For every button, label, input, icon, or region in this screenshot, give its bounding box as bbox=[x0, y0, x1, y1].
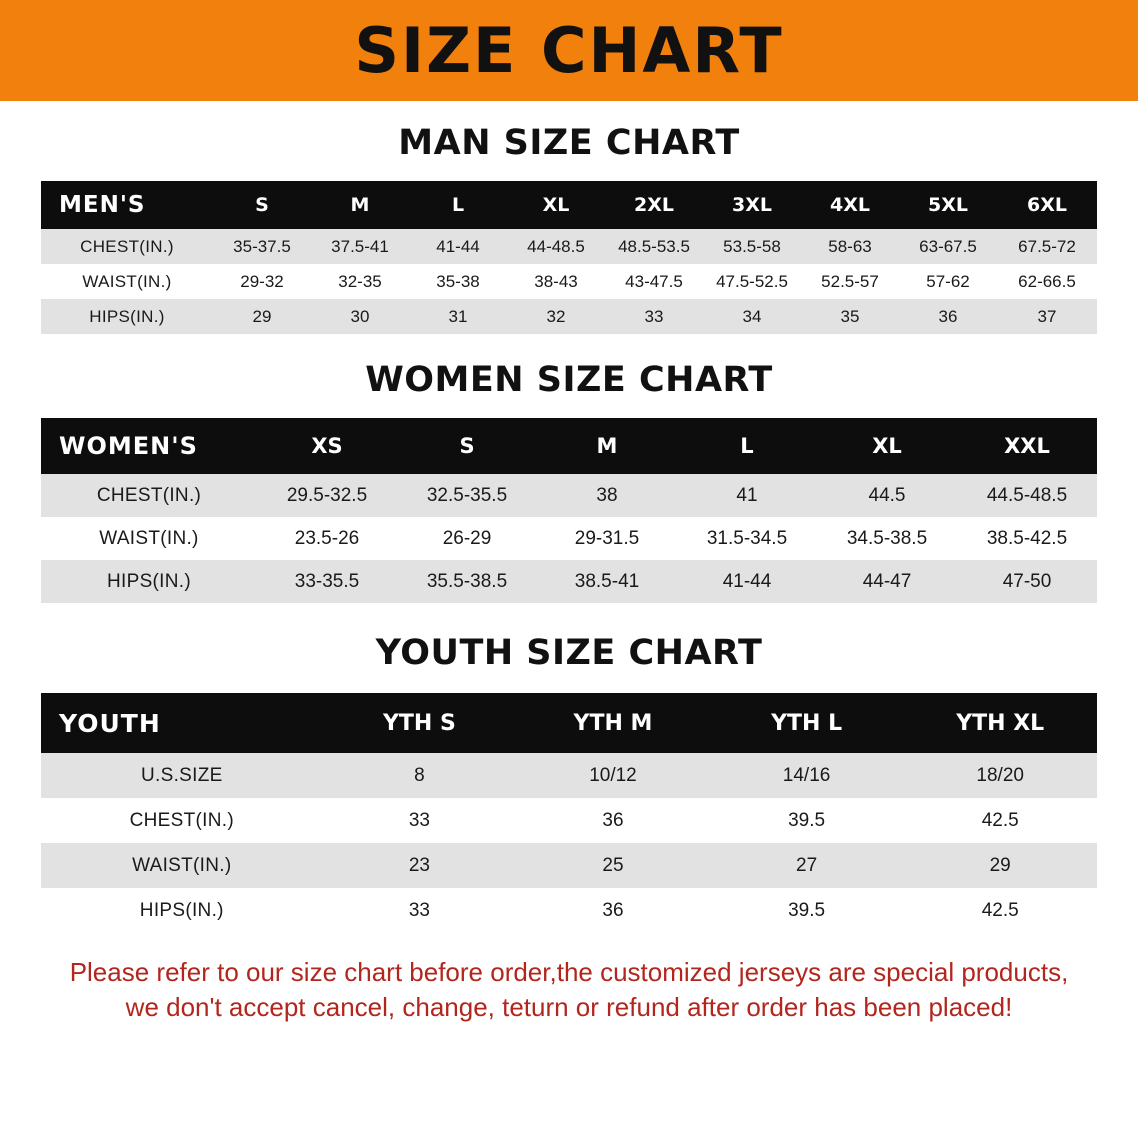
row-label: CHEST(IN.) bbox=[41, 474, 257, 517]
cell: 47-50 bbox=[957, 560, 1097, 603]
cell: 41-44 bbox=[677, 560, 817, 603]
row-label: WAIST(IN.) bbox=[41, 843, 323, 888]
table-row bbox=[41, 517, 1097, 560]
youth-header-label: YOUTH bbox=[41, 693, 323, 753]
men-size-table bbox=[41, 181, 1097, 334]
cell: 41-44 bbox=[409, 229, 507, 264]
row-label: HIPS(IN.) bbox=[41, 560, 257, 603]
table-row bbox=[41, 474, 1097, 517]
men-size-header: M bbox=[311, 181, 409, 229]
youth-size-header: YTH S bbox=[323, 693, 517, 753]
cell: 29.5-32.5 bbox=[257, 474, 397, 517]
cell: 41 bbox=[677, 474, 817, 517]
men-size-header: L bbox=[409, 181, 507, 229]
table-row bbox=[41, 798, 1097, 843]
men-size-header: 5XL bbox=[899, 181, 997, 229]
cell: 33 bbox=[323, 798, 517, 843]
cell: 29 bbox=[213, 299, 311, 334]
cell: 44-48.5 bbox=[507, 229, 605, 264]
table-row bbox=[41, 299, 1097, 334]
women-size-header: XXL bbox=[957, 418, 1097, 474]
cell: 62-66.5 bbox=[997, 264, 1097, 299]
row-label: U.S.SIZE bbox=[41, 753, 323, 798]
table-row bbox=[41, 229, 1097, 264]
cell: 44.5-48.5 bbox=[957, 474, 1097, 517]
youth-size-header: YTH XL bbox=[903, 693, 1097, 753]
cell: 8 bbox=[323, 753, 517, 798]
men-size-header: 3XL bbox=[703, 181, 801, 229]
men-header-row bbox=[41, 181, 1097, 229]
cell: 30 bbox=[311, 299, 409, 334]
cell: 67.5-72 bbox=[997, 229, 1097, 264]
table-row bbox=[41, 560, 1097, 603]
cell: 35.5-38.5 bbox=[397, 560, 537, 603]
cell: 37.5-41 bbox=[311, 229, 409, 264]
men-header-label: MEN'S bbox=[41, 181, 213, 229]
cell: 38.5-41 bbox=[537, 560, 677, 603]
cell: 42.5 bbox=[903, 798, 1097, 843]
cell: 36 bbox=[516, 888, 710, 933]
cell: 26-29 bbox=[397, 517, 537, 560]
youth-size-table bbox=[41, 693, 1097, 933]
cell: 43-47.5 bbox=[605, 264, 703, 299]
cell: 39.5 bbox=[710, 888, 904, 933]
cell: 32.5-35.5 bbox=[397, 474, 537, 517]
cell: 39.5 bbox=[710, 798, 904, 843]
table-row bbox=[41, 843, 1097, 888]
women-size-header: S bbox=[397, 418, 537, 474]
cell: 25 bbox=[516, 843, 710, 888]
cell: 63-67.5 bbox=[899, 229, 997, 264]
cell: 35-38 bbox=[409, 264, 507, 299]
women-header-label: WOMEN'S bbox=[41, 418, 257, 474]
cell: 44.5 bbox=[817, 474, 957, 517]
cell: 29-31.5 bbox=[537, 517, 677, 560]
men-section-title: MAN SIZE CHART bbox=[398, 123, 740, 163]
cell: 23 bbox=[323, 843, 517, 888]
notice-line-1: Please refer to our size chart before order,the customized jerseys are special products, bbox=[69, 957, 1069, 987]
cell: 52.5-57 bbox=[801, 264, 899, 299]
page-title: SIZE CHART bbox=[354, 13, 784, 87]
cell: 35-37.5 bbox=[213, 229, 311, 264]
youth-size-header: YTH L bbox=[710, 693, 904, 753]
row-label: HIPS(IN.) bbox=[41, 299, 213, 334]
women-size-table bbox=[41, 418, 1097, 603]
row-label: CHEST(IN.) bbox=[41, 798, 323, 843]
notice-line-2: we don't accept cancel, change, teturn or refund after order has been placed! bbox=[125, 992, 1013, 1023]
cell: 57-62 bbox=[899, 264, 997, 299]
cell: 29 bbox=[903, 843, 1097, 888]
cell: 53.5-58 bbox=[703, 229, 801, 264]
table-row bbox=[41, 753, 1097, 798]
cell: 34 bbox=[703, 299, 801, 334]
cell: 23.5-26 bbox=[257, 517, 397, 560]
cell: 31.5-34.5 bbox=[677, 517, 817, 560]
cell: 47.5-52.5 bbox=[703, 264, 801, 299]
youth-size-header: YTH M bbox=[516, 693, 710, 753]
cell: 14/16 bbox=[710, 753, 904, 798]
cell: 31 bbox=[409, 299, 507, 334]
men-size-header: XL bbox=[507, 181, 605, 229]
cell: 18/20 bbox=[903, 753, 1097, 798]
men-size-header: 6XL bbox=[997, 181, 1097, 229]
cell: 10/12 bbox=[516, 753, 710, 798]
cell: 48.5-53.5 bbox=[605, 229, 703, 264]
cell: 38-43 bbox=[507, 264, 605, 299]
table-row bbox=[41, 888, 1097, 933]
cell: 35 bbox=[801, 299, 899, 334]
cell: 42.5 bbox=[903, 888, 1097, 933]
women-size-header: M bbox=[537, 418, 677, 474]
cell: 36 bbox=[899, 299, 997, 334]
cell: 33 bbox=[323, 888, 517, 933]
men-size-header: 2XL bbox=[605, 181, 703, 229]
table-row bbox=[41, 264, 1097, 299]
cell: 32-35 bbox=[311, 264, 409, 299]
women-section-title: WOMEN SIZE CHART bbox=[365, 360, 773, 400]
women-size-header: L bbox=[677, 418, 817, 474]
cell: 33 bbox=[605, 299, 703, 334]
cell: 34.5-38.5 bbox=[817, 517, 957, 560]
youth-section-title: YOUTH SIZE CHART bbox=[375, 633, 763, 673]
order-notice bbox=[34, 955, 1104, 1025]
men-size-header: 4XL bbox=[801, 181, 899, 229]
youth-header-row bbox=[41, 693, 1097, 753]
cell: 58-63 bbox=[801, 229, 899, 264]
women-size-header: XS bbox=[257, 418, 397, 474]
row-label: CHEST(IN.) bbox=[41, 229, 213, 264]
cell: 38 bbox=[537, 474, 677, 517]
row-label: HIPS(IN.) bbox=[41, 888, 323, 933]
cell: 32 bbox=[507, 299, 605, 334]
cell: 29-32 bbox=[213, 264, 311, 299]
men-size-header: S bbox=[213, 181, 311, 229]
cell: 37 bbox=[997, 299, 1097, 334]
cell: 38.5-42.5 bbox=[957, 517, 1097, 560]
row-label: WAIST(IN.) bbox=[41, 517, 257, 560]
page-banner bbox=[0, 0, 1138, 101]
women-header-row bbox=[41, 418, 1097, 474]
cell: 33-35.5 bbox=[257, 560, 397, 603]
row-label: WAIST(IN.) bbox=[41, 264, 213, 299]
cell: 27 bbox=[710, 843, 904, 888]
women-size-header: XL bbox=[817, 418, 957, 474]
cell: 36 bbox=[516, 798, 710, 843]
cell: 44-47 bbox=[817, 560, 957, 603]
